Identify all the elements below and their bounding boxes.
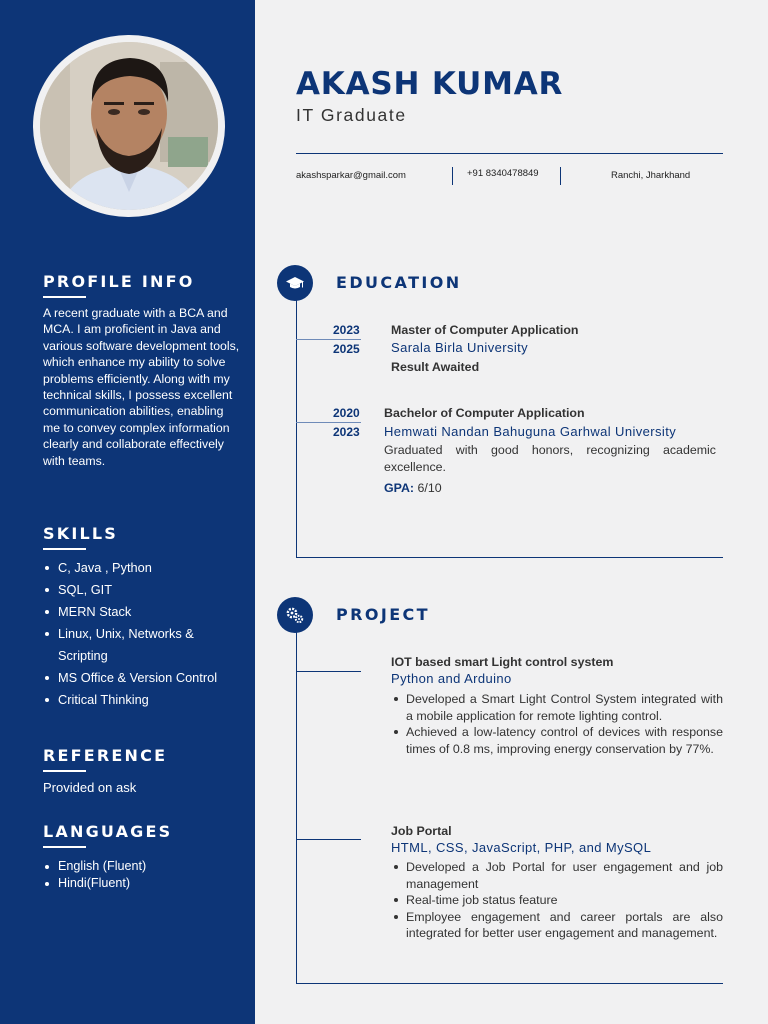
edu-year-end: 2023	[333, 425, 360, 439]
skill-item: SQL, GIT	[43, 579, 243, 601]
project-name: IOT based smart Light control system	[391, 655, 614, 669]
profile-info-rule	[43, 296, 86, 298]
project-bullet: Achieved a low-latency control of devices with response times of 0.8 ms, improving energy conservation by 77%.	[391, 724, 723, 757]
project-tech: HTML, CSS, JavaScript, PHP, and MySQL	[391, 840, 652, 855]
profile-photo-frame	[33, 35, 225, 217]
edu-gpa	[384, 480, 442, 497]
edu-result-note: Result Awaited	[391, 360, 480, 374]
gpa-value: 6/10	[417, 481, 442, 495]
profile-info-heading: PROFILE INFO	[43, 272, 195, 291]
skill-item: Critical Thinking	[43, 689, 243, 711]
header-divider	[296, 153, 723, 154]
edu-description: Graduated with good honors, recognizing academic excellence.	[384, 443, 716, 474]
edu-institution: Hemwati Nandan Bahuguna Garhwal University	[384, 424, 677, 439]
skill-item: Linux, Unix, Networks & Scripting	[43, 623, 243, 667]
skill-item: MS Office & Version Control	[43, 667, 243, 689]
languages-rule	[43, 846, 86, 848]
project-bullet: Employee engagement and career portals are also integrated for better user engagement and management.	[391, 909, 723, 942]
languages-heading: LANGUAGES	[43, 822, 173, 841]
project-name: Job Portal	[391, 824, 452, 838]
contact-separator	[452, 167, 453, 185]
candidate-name: AKASH KUMAR	[296, 66, 564, 102]
graduation-cap-icon	[285, 273, 305, 293]
candidate-role: IT Graduate	[296, 105, 407, 125]
skills-rule	[43, 548, 86, 550]
profile-photo	[40, 42, 218, 210]
edu-institution: Sarala Birla University	[391, 340, 529, 355]
edu-year-start: 2020	[333, 406, 360, 420]
contact-email[interactable]: akashsparkar@gmail.com	[296, 170, 406, 181]
timeline-connector	[296, 839, 361, 840]
project-bullets	[391, 859, 723, 942]
project-bullet: Real-time job status feature	[391, 892, 723, 909]
language-item: English (Fluent)	[43, 858, 146, 875]
reference-heading: REFERENCE	[43, 746, 168, 765]
languages-list	[43, 858, 146, 892]
edu-year-end: 2025	[333, 342, 360, 356]
education-heading: EDUCATION	[336, 273, 462, 292]
timeline-connector	[296, 671, 361, 672]
project-bottom-rule	[296, 983, 723, 984]
language-item: Hindi(Fluent)	[43, 875, 146, 892]
project-bullet: Developed a Job Portal for user engagement and job management	[391, 859, 723, 892]
contact-phone[interactable]: +91 8340478849	[467, 168, 539, 179]
gpa-label: GPA:	[384, 481, 415, 495]
profile-info-text: A recent graduate with a BCA and MCA. I am proficient in Java and various software development tools, which enhance my ability to solve problems efficiently. Along with my technical skills, I possess excellent communication abilities, enabling me to convey complex information clearly and collaborate effectively with teams.	[43, 306, 240, 468]
skill-item: C, Java , Python	[43, 557, 243, 579]
project-tech: Python and Arduino	[391, 671, 512, 686]
contact-separator	[560, 167, 561, 185]
timeline-connector	[296, 339, 361, 340]
project-bullet: Developed a Smart Light Control System integrated with a mobile application for remote lighting control.	[391, 691, 723, 724]
education-bottom-rule	[296, 557, 723, 558]
skills-heading: SKILLS	[43, 524, 118, 543]
contact-location: Ranchi, Jharkhand	[611, 170, 691, 181]
project-heading: PROJECT	[336, 605, 430, 624]
reference-text: Provided on ask	[43, 780, 137, 795]
edu-degree: Bachelor of Computer Application	[384, 406, 585, 420]
edu-degree: Master of Computer Application	[391, 323, 579, 337]
gears-icon	[285, 605, 305, 625]
reference-rule	[43, 770, 86, 772]
skills-list	[43, 557, 243, 711]
edu-year-start: 2023	[333, 323, 360, 337]
project-icon-badge	[277, 597, 313, 633]
timeline-connector	[296, 422, 361, 423]
skill-item: MERN Stack	[43, 601, 243, 623]
project-timeline-line	[296, 622, 297, 984]
project-bullets	[391, 691, 723, 757]
education-timeline-line	[296, 290, 297, 558]
sidebar	[0, 0, 255, 1024]
education-icon-badge	[277, 265, 313, 301]
